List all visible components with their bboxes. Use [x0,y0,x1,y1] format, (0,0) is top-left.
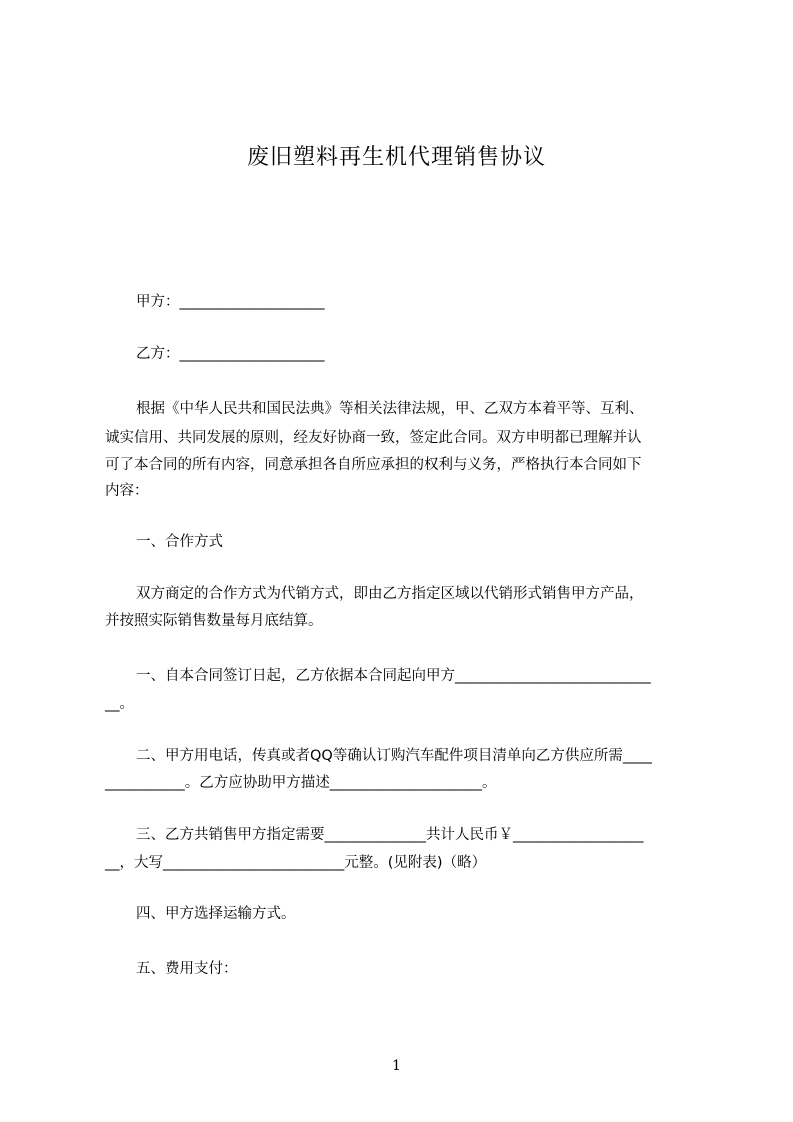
party-a-line: 甲方：____________________ [136,294,325,310]
clause-1-line-1: 一、自本合同签订日起，乙方依据本合同起向甲方___________________________ [136,668,651,684]
party-b-line: 乙方：____________________ [136,346,325,362]
section-1-body-line-1: 双方商定的合作方式为代销方式，即由乙方指定区域以代销形式销售甲方产品， [136,586,644,602]
clause-2-line-1: 二、甲方用电话，传真或者QQ等确认订购汽车配件项目清单向乙方供应所需____ [136,748,652,764]
page-number: 1 [392,1058,401,1074]
preamble-line-3: 可了本合同的所有内容，同意承担各自所应承担的权利与义务，严格执行本合同如下 [105,457,642,473]
section-1-body-line-2: 并按照实际销售数量每月底结算。 [105,613,323,629]
clause-3-line-2: __，大写_________________________元整。(见附表)（略） [105,855,487,871]
document-title: 废旧塑料再生机代理销售协议 [246,145,546,170]
preamble-line-2: 诚实信用、共同发展的原则，经友好协商一致，签定此合同。双方申明都已理解并认 [105,430,642,446]
preamble-line-1: 根据《中华人民共和国民法典》等相关法律法规，甲、乙双方本着平等、互利、 [136,401,644,417]
clause-5: 五、费用支付： [136,961,238,977]
section-1-heading: 一、合作方式 [136,534,223,550]
clause-4: 四、甲方选择运输方式。 [136,906,296,922]
clause-2-line-2: ___________。乙方应协助甲方描述_____________________。 [105,775,497,791]
clause-3-line-1: 三、乙方共销售甲方指定需要______________共计人民币￥__________________ [136,827,644,843]
preamble-line-4: 内容： [105,483,149,499]
clause-1-line-2: __。 [105,696,134,712]
